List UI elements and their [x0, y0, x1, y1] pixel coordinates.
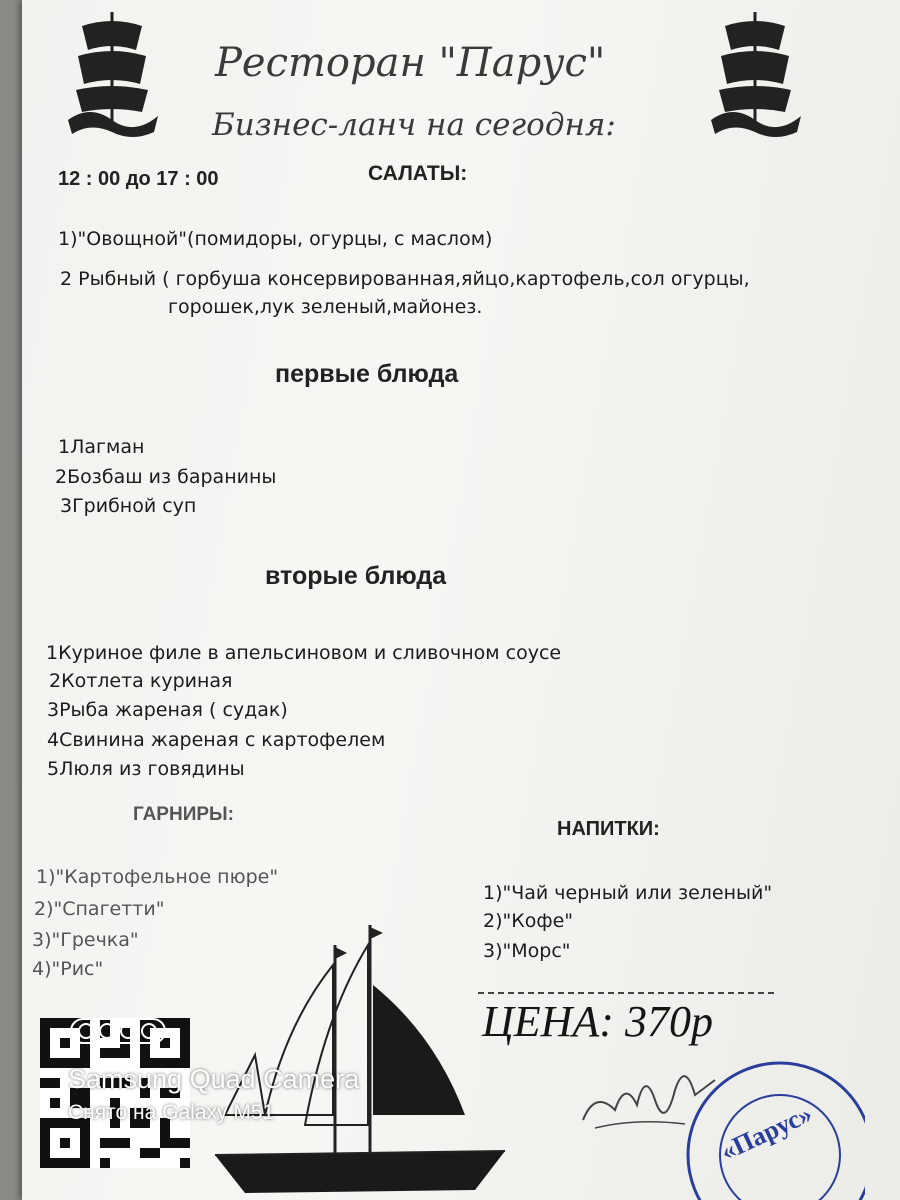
salads-heading: САЛАТЫ:: [368, 162, 468, 185]
second-courses-heading: вторые блюда: [265, 562, 447, 590]
first-course-item: 3Грибной суп: [60, 495, 197, 517]
price-label: ЦЕНА: 370р: [482, 997, 713, 1046]
second-course-item: 3Рыба жареная ( судак): [47, 699, 288, 721]
garnish-item: 4)"Рис": [32, 958, 104, 980]
first-course-item: 1Лагман: [58, 436, 145, 458]
drinks-heading: НАПИТКИ:: [557, 818, 660, 840]
page-subtitle: Бизнес-ланч на сегодня:: [212, 107, 616, 143]
salad-item: 2 Рыбный ( горбуша консервированная,яйцо,картофель,сол огурцы,: [60, 268, 750, 290]
garnishes-heading: ГАРНИРЫ:: [133, 804, 234, 825]
watermark-line1: Samsung Quad Camera: [68, 1064, 360, 1094]
drink-item: 2)"Кофе": [483, 910, 574, 932]
ship-logo-icon: [62, 8, 162, 140]
salad-item: горошек,лук зеленый,майонез.: [168, 296, 483, 318]
drink-item: 1)"Чай черный или зеленый": [483, 882, 773, 904]
garnish-item: 3)"Гречка": [32, 929, 139, 951]
restaurant-title: Ресторан "Парус": [215, 40, 606, 86]
garnish-item: 2)"Спагетти": [34, 898, 165, 920]
sailing-ship-icon: [205, 915, 525, 1200]
camera-lenses-icon: [70, 1018, 166, 1044]
first-course-item: 2Бозбаш из баранины: [55, 466, 277, 488]
second-course-item: 2Котлета куриная: [49, 670, 233, 692]
first-courses-heading: первые блюда: [275, 360, 459, 388]
ship-logo-icon: [705, 8, 805, 140]
second-course-item: 1Куриное филе в апельсиновом и сливочном соусе: [46, 642, 562, 664]
watermark-line2: Снято на Galaxy M51: [68, 1101, 275, 1124]
hours-text: 12 : 00 до 17 : 00: [58, 168, 219, 190]
stamp-text: «Парус»: [716, 1098, 817, 1167]
second-course-item: 4Свинина жареная с картофелем: [47, 729, 386, 751]
drink-item: 3)"Морс": [483, 940, 571, 962]
second-course-item: 5Люля из говядины: [47, 758, 245, 780]
garnish-item: 1)"Картофельное пюре": [36, 866, 279, 888]
salad-item: 1)"Овощной"(помидоры, огурцы, с маслом): [58, 228, 493, 250]
